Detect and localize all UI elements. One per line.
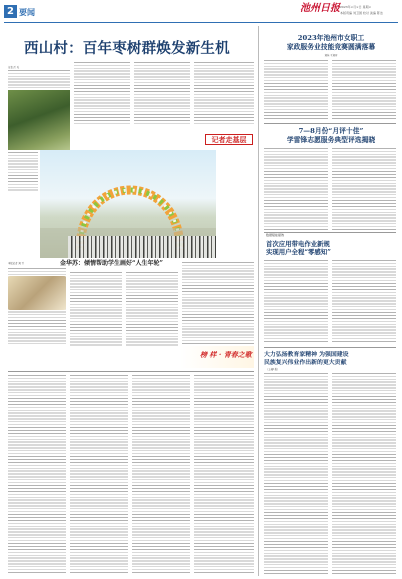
lower-rule [8, 371, 254, 372]
section-name: 要闻 [19, 7, 35, 17]
story3-title-line1: 首次应用带电作业新规 [266, 240, 330, 248]
main-headline: 西山村：百年枣树群焕发新生机 [24, 40, 230, 57]
page-number: 2 [4, 5, 17, 18]
story2-title [266, 127, 396, 144]
page-header [0, 0, 402, 24]
main-text-col-4 [194, 62, 254, 126]
story4-title [264, 351, 398, 367]
story3-title [266, 240, 396, 256]
column-divider [258, 26, 259, 576]
issue-date: 2023年×月×日 星期× [340, 5, 372, 9]
story3-title-line2: 实现用户全程“零感知” [266, 248, 331, 257]
header-rule [4, 22, 398, 23]
right-rule-3 [264, 347, 396, 348]
story1-text-col-2 [332, 60, 396, 120]
feature-byline: 本报记者 刘 卫 [8, 262, 24, 265]
main-text-col-1 [8, 70, 70, 88]
feature-text-col-3 [126, 272, 178, 346]
paper-name: 池州日报 [300, 3, 340, 14]
story1-title-line1: 2023年池州市女职工 [297, 34, 365, 42]
left-text-col [8, 152, 38, 192]
reporter-logo: 记者走基层 [205, 134, 253, 145]
story4-text-col-2 [332, 373, 396, 575]
lower-text-col-4 [194, 375, 254, 575]
story2-text-col-1 [264, 148, 328, 230]
story1-byline: 刘佳 王刘芳 [324, 54, 338, 57]
story1-title [266, 34, 396, 51]
main-text-col-3 [134, 62, 190, 126]
story1-text-col-1 [264, 60, 328, 120]
story4-text-col-1 [264, 373, 328, 575]
youth-banner [180, 346, 254, 368]
editor-line: 本版责编 刘卫国 校对 美编 陈洁 [340, 11, 383, 15]
lower-text-col-2 [70, 375, 128, 575]
story3-text-col-2 [332, 260, 396, 344]
feature-text-col-4 [182, 262, 254, 346]
main-byline: 记者 汪 天 [8, 66, 20, 69]
lower-text-col-3 [132, 375, 190, 575]
story3-kicker: 数据赋能提效 [266, 233, 285, 237]
story3-text-col-1 [264, 260, 328, 344]
date-tree-photo [8, 90, 70, 150]
story2-title-line2: 学雷锋志愿服务典型评选揭晓 [286, 135, 376, 144]
crowd [68, 236, 216, 258]
teacher-portrait [8, 276, 66, 310]
banner-logo-text: 榜 样 · 青春之歌 [200, 350, 252, 359]
main-text-col-2 [74, 62, 130, 126]
story2-text-col-2 [332, 148, 396, 230]
right-rule-1 [264, 123, 396, 124]
story4-sub: （上接1版） [266, 368, 280, 371]
story4-title-line1: 大力弘扬教育家精神 为强国建设 [264, 351, 349, 358]
story1-title-line2: 家政服务业技能竞赛圆满落幕 [286, 42, 376, 51]
photo-background [40, 150, 216, 258]
feature-headline: 金华苏：倾情帮助学生画好“人生年轮” [60, 260, 163, 267]
lower-text-col-1 [8, 375, 66, 575]
story2-title-line1: 7—8月份“月评十佳” [298, 127, 364, 135]
story4-title-line2: 民族复兴伟业作出新的更大贡献 [264, 359, 347, 366]
balloon-arch-photo [40, 150, 216, 258]
feature-text-col-2 [70, 272, 122, 346]
